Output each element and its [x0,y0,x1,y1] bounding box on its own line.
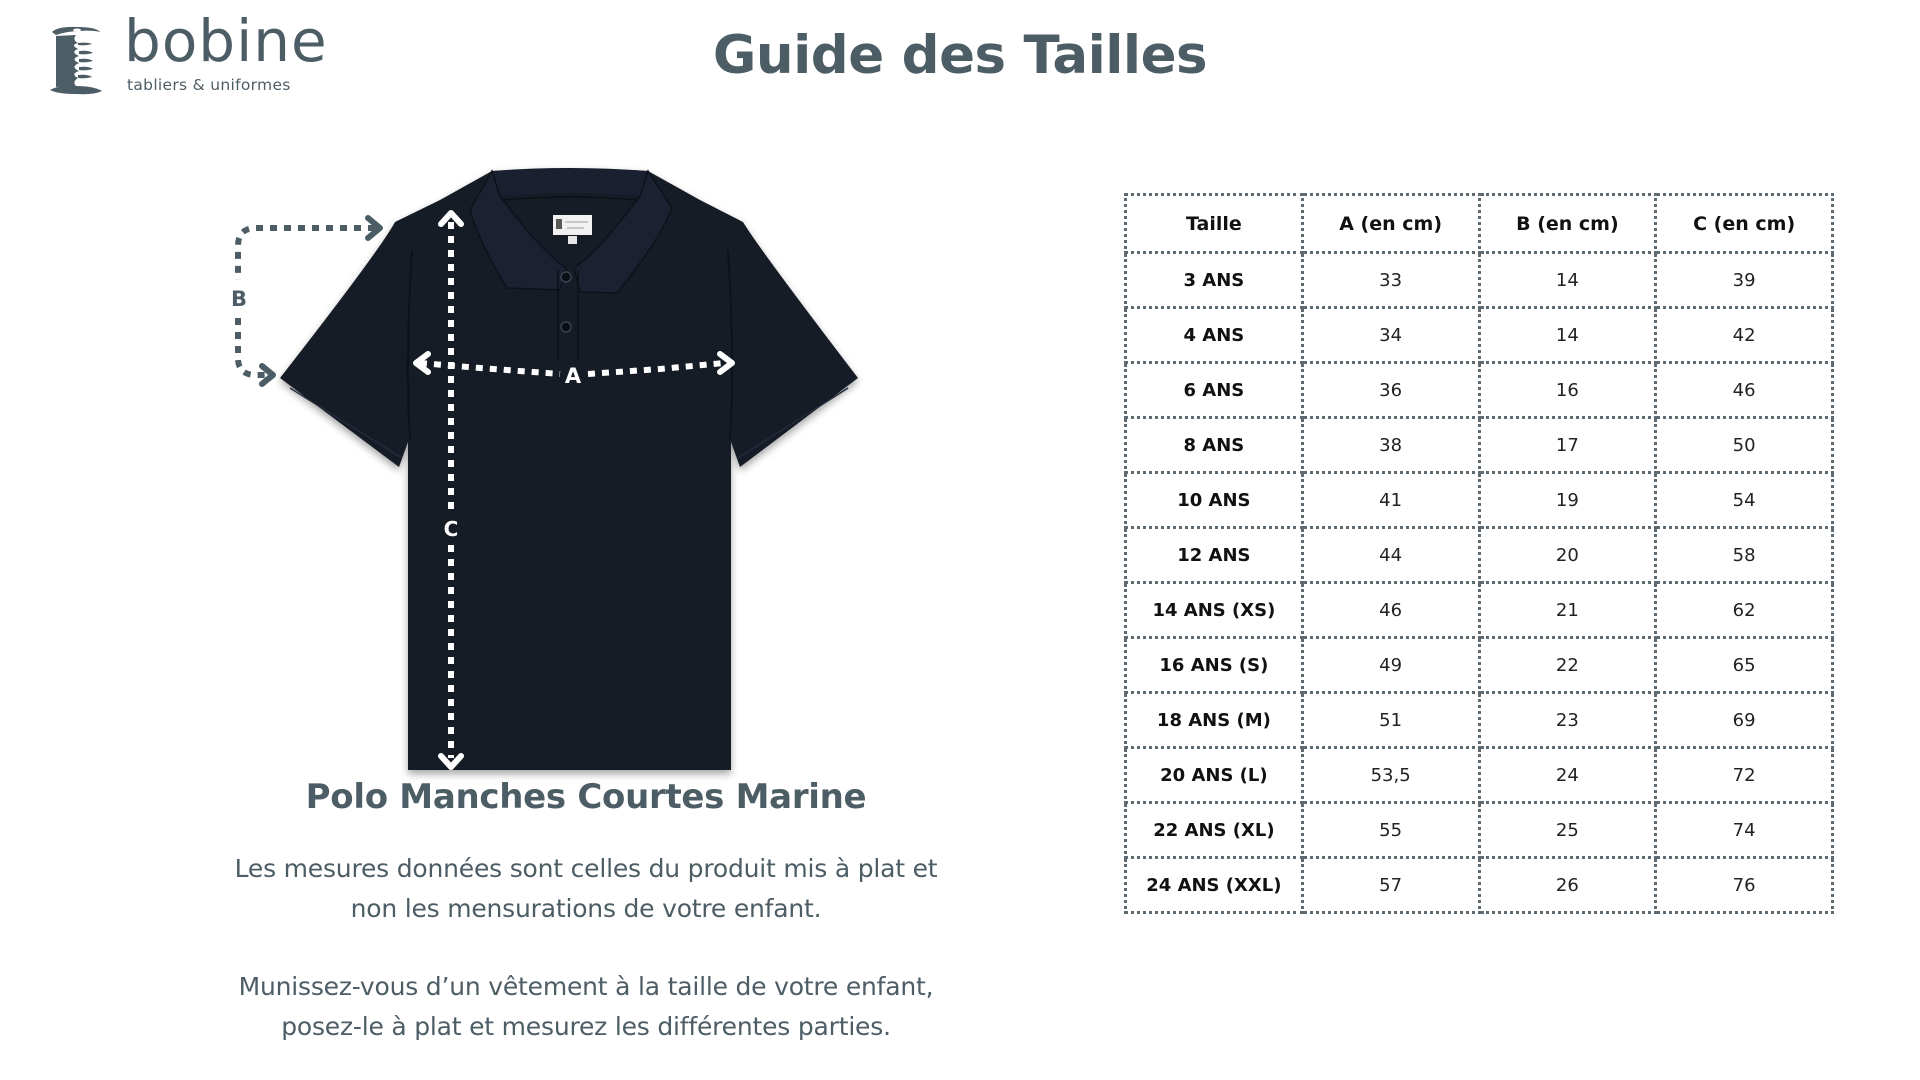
measure-c-cell: 65 [1656,638,1833,693]
measure-a-cell: 41 [1302,473,1479,528]
table-row [1126,363,1833,418]
size-cell: 12 ANS [1126,528,1303,583]
size-cell: 14 ANS (XS) [1126,583,1303,638]
table-row [1126,748,1833,803]
table-row [1126,858,1833,913]
measure-a-cell: 49 [1302,638,1479,693]
measure-c-cell: 42 [1656,308,1833,363]
measure-c-cell: 62 [1656,583,1833,638]
polo-shirt-image [280,168,858,770]
table-row [1126,638,1833,693]
measurement-note-line-1: Les mesures données sont celles du produit mis à plat et [234,854,938,883]
measure-b-cell: 21 [1479,583,1656,638]
measuring-instructions-line-2: posez-le à plat et mesurez les différentes parties. [281,1012,891,1041]
size-cell: 3 ANS [1126,253,1303,308]
column-header-a: A (en cm) [1302,195,1479,253]
table-row [1126,528,1833,583]
measure-b-cell: 14 [1479,253,1656,308]
measure-b-cell: 20 [1479,528,1656,583]
measure-b-cell: 23 [1479,693,1656,748]
measure-a-cell: 44 [1302,528,1479,583]
table-row [1126,803,1833,858]
measure-a-cell: 55 [1302,803,1479,858]
table-row [1126,418,1833,473]
measure-b-cell: 19 [1479,473,1656,528]
measure-a-cell: 36 [1302,363,1479,418]
measuring-instructions [160,967,1012,1047]
measure-c-label: C [443,517,459,541]
measure-c-cell: 74 [1656,803,1833,858]
size-cell: 16 ANS (S) [1126,638,1303,693]
page-title: Guide des Tailles [712,25,1208,86]
size-cell: 20 ANS (L) [1126,748,1303,803]
measure-b-cell: 26 [1479,858,1656,913]
measure-c-cell: 39 [1656,253,1833,308]
table-header-row [1126,195,1833,253]
polo-shirt-diagram [210,150,890,790]
measure-b-label: B [230,287,248,311]
measure-c-cell: 69 [1656,693,1833,748]
measure-c-cell: 50 [1656,418,1833,473]
table-row [1126,473,1833,528]
measurement-note [160,849,1012,929]
measuring-instructions-line-1: Munissez-vous d’un vêtement à la taille de votre enfant, [238,972,934,1001]
measure-c-cell: 72 [1656,748,1833,803]
measure-a-cell: 53,5 [1302,748,1479,803]
brand-tagline: tabliers & uniformes [127,76,291,94]
product-title: Polo Manches Courtes Marine [305,777,867,817]
measure-b-cell: 24 [1479,748,1656,803]
measurement-note-line-2: non les mensurations de votre enfant. [350,894,822,923]
measure-a-cell: 46 [1302,583,1479,638]
size-cell: 6 ANS [1126,363,1303,418]
table-row [1126,583,1833,638]
column-header-c: C (en cm) [1656,195,1833,253]
size-cell: 18 ANS (M) [1126,693,1303,748]
measure-a-cell: 57 [1302,858,1479,913]
table-row [1126,693,1833,748]
size-chart-table [1124,193,1834,914]
size-cell: 8 ANS [1126,418,1303,473]
measure-b-cell: 25 [1479,803,1656,858]
column-header-size: Taille [1126,195,1303,253]
measure-b-cell: 14 [1479,308,1656,363]
size-cell: 22 ANS (XL) [1126,803,1303,858]
size-cell: 24 ANS (XXL) [1126,858,1303,913]
brand-wordmark: bobine [124,7,328,75]
table-row [1126,253,1833,308]
measure-a-cell: 34 [1302,308,1479,363]
table-row [1126,308,1833,363]
measure-b-cell: 22 [1479,638,1656,693]
measure-c-cell: 76 [1656,858,1833,913]
column-header-b: B (en cm) [1479,195,1656,253]
measure-c-cell: 58 [1656,528,1833,583]
measure-a-label: A [564,364,582,388]
size-cell: 10 ANS [1126,473,1303,528]
measure-c-cell: 54 [1656,473,1833,528]
measure-b-cell: 16 [1479,363,1656,418]
measure-c-cell: 46 [1656,363,1833,418]
measure-a-cell: 51 [1302,693,1479,748]
size-cell: 4 ANS [1126,308,1303,363]
measure-b-cell: 17 [1479,418,1656,473]
measure-a-cell: 38 [1302,418,1479,473]
measure-a-cell: 33 [1302,253,1479,308]
